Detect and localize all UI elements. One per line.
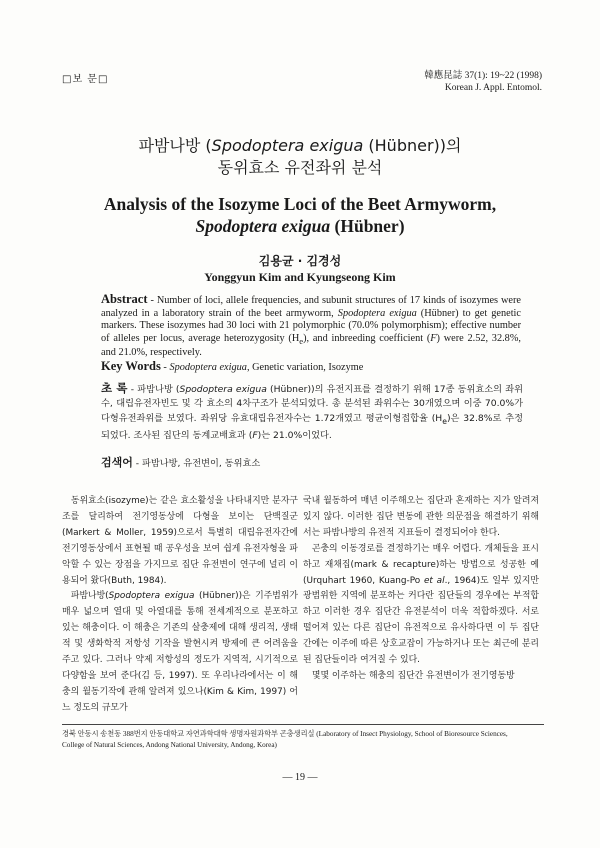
english-title-line1: Analysis of the Isozyme Loci of the Beet Armyworm,: [103, 194, 497, 214]
korean-summary: 초 록 - 파밤나방 (Spodoptera exigua (Hübner))의 유전지표를 결정하기 위해 17종 동위효소의 좌위수, 대립유전자빈도 및 각 효소의 4차구조가 분석되었다. 총 분석된 좌위수는 30개였으며 이중 70.0%가 다형유전좌위를 보였다. 좌위당 유효대립유전자수는 1.72개였고 평균이형접합율 $(H_e)$은 32.8%로 추정되었다. 조사된 집단의 동계교배효과 (F)는 21.0%이었다.: [101, 381, 523, 441]
korean-title-line2: 동위효소 유전좌위 분석: [217, 158, 383, 177]
summary-label: 초 록: [101, 381, 128, 395]
footnote-divider: [62, 724, 544, 725]
journal-name: Korean J. Appl. Entomol.: [444, 83, 542, 93]
abstract-label: Abstract: [101, 292, 148, 306]
body-paragraph: 곤충의 이동경로를 결정하기는 매우 어렵다. 개체들을 표시하고 재채집(mark & recapture)하는 방법으로 성공한 예(Urquhart 1960, Kuang-Po et al., 1964)도 일부 있지만 광범위한 지역에 분포하는 커다란 집단들의 경우에는 부적합하고 이러한 경우 집단간 유전분석이 더욱 적합하겠다. 서로 떨어져 있는 다른 집단이 유전적으로 유사하다면 이 두 집단간에는 이주에 따른 상호교잡이 가능하거나 또는 최근에 분리된 집단들이라 여겨질 수 있다.: [303, 543, 539, 666]
section-label: □보 문□: [62, 74, 109, 85]
citation: 韓應昆誌 37(1): 19~22 (1998): [424, 71, 542, 81]
korean-title: [0, 135, 600, 179]
korean-title-line1: 파밤나방 (Spodoptera exigua (Hübner))의: [138, 136, 462, 155]
korean-keywords: 검색어 - 파밤나방, 유전변이, 동위효소: [101, 456, 261, 469]
body-paragraph: 동위효소(isozyme)는 같은 효소활성을 나타내지만 분자구조를 달리하여 전기영동상에 다형을 보이는 단백질군(Markert & Moller, 1959)으로서 특별히 대립유전자간에 전기영동상에서 표현될 때 공우성을 보여 쉽게 유전자형을 파악할 수 있는 장점을 가지므로 집단 유전변이 연구에 널리 이용되어 왔다(Buth, 1984).: [62, 496, 298, 586]
page-number: — 19 —: [282, 772, 318, 783]
korean-keywords-label: 검색어: [101, 456, 133, 469]
title-species: Spodoptera exigua: [211, 136, 364, 155]
body-paragraph: 몇몇 이주하는 해충의 집단간 유전변이가 전기영동방: [311, 670, 515, 681]
body-column-left: [62, 494, 298, 717]
body-column-right: [303, 494, 539, 685]
keywords-label: Key Words: [101, 359, 161, 373]
english-title: [0, 193, 600, 237]
body-paragraph: 파밤나방(Spodoptera exigua (Hübner))은 기주범위가 매우 넓으며 열대 및 아열대를 통해 전세계적으로 분포하고 있는 해충이다. 이 해충은 기존의 살충제에 대해 생리적, 생태적 및 생화학적 저항성 기작을 발현시켜 방제에 큰 어려움을 주고 있다. 그러나 약제 저항성의 정도가 지역적, 시기적으로 다양함을 보여 준다(김 등, 1997). 또 우리나라에서는 이 해충의 월동기작에 관해 알려져 있으나(Kim & Kim, 1997) 어느 정도의 규모가: [62, 591, 298, 713]
journal-header: [424, 70, 542, 94]
english-title-line2: Spodoptera exigua (Hübner): [195, 216, 405, 236]
authors-english: Yonggyun Kim and Kyungseong Kim: [204, 270, 396, 284]
affiliation-footnote: 경북 안동시 송천동 388번지 안동대학교 자연과학대학 생명자원과학부 곤충생리실 (Laboratory of Insect Physiology, School of Bioresource Sciences, College of Natural Sciences, Andong National University, Andong, Korea): [62, 730, 508, 749]
authors: [0, 253, 600, 285]
keywords: Key Words - Spodoptera exigua, Genetic variation, Isozyme: [101, 359, 364, 373]
body-paragraph: 국내 월동하여 매년 이주해오는 집단과 혼재하는 지가 알려져 있지 않다. 이러한 집단 변동에 관한 의문점을 해결하기 위해서는 파밤나방의 유전적 지표들이 결정되어야 한다.: [303, 496, 539, 538]
authors-korean: 김용균 · 김경성: [258, 254, 342, 268]
abstract: Abstract - Number of loci, allele frequencies, and subunit structures of 17 kinds of isozymes were analyzed in a laboratory strain of the beet armyworm, Spodoptera exigua (Hübner) to get genetic markers. These isozymes had 30 loci with 21 polymorphic (70.0% polymorphism); effective number of alleles per locus, average heterozygosity $(H_e)$, and inbreeding coefficient (F) were 2.52, 32.8%, and 21.0%, respectively.: [101, 292, 521, 359]
